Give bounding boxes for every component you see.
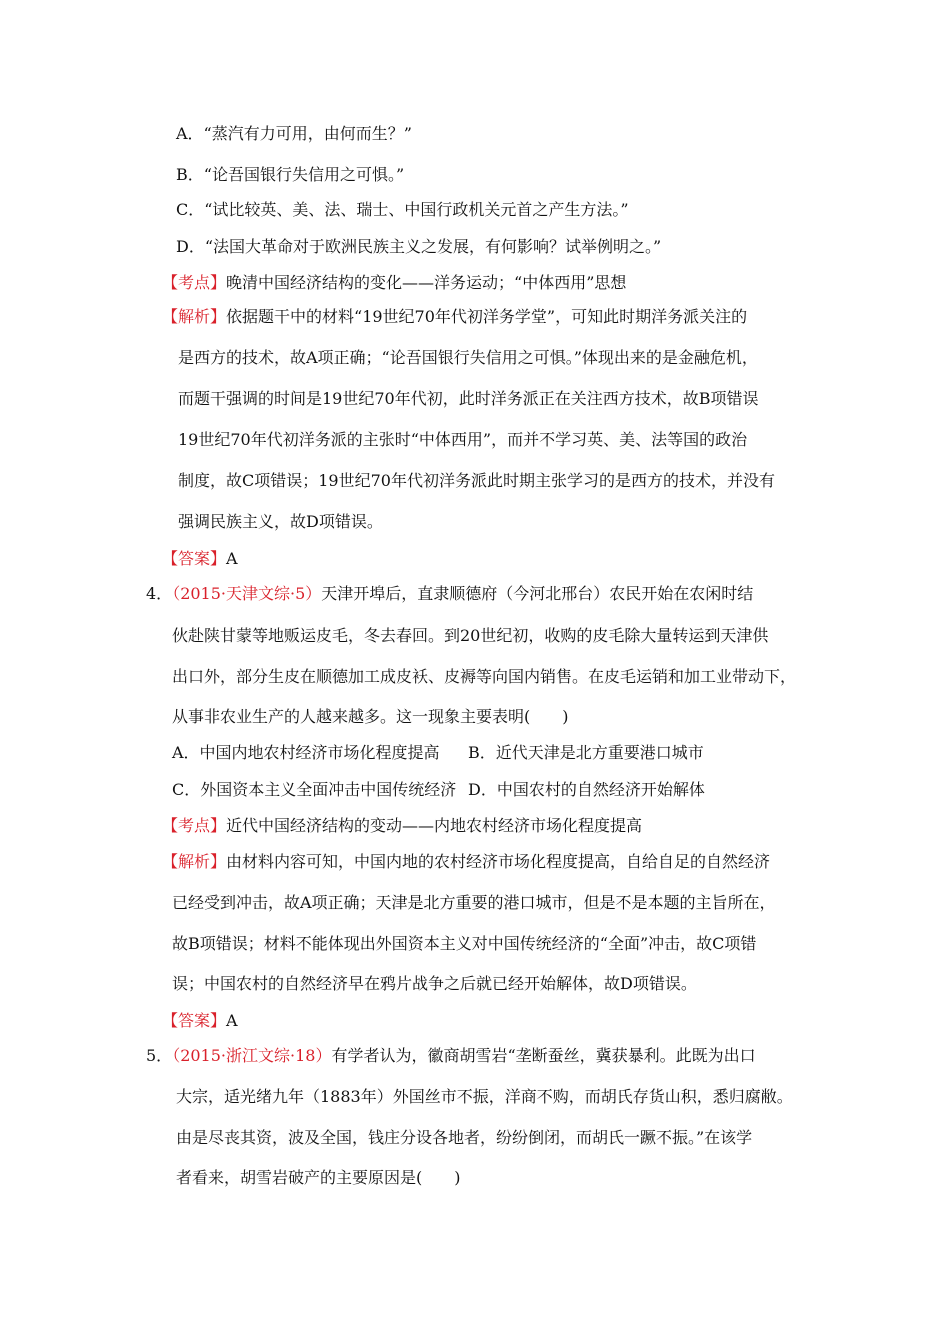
jiexi-tag: 【解析】 xyxy=(162,307,227,326)
kaodian-text: 晚清中国经济结构的变化——洋务运动；“中体西用”思想 xyxy=(226,273,627,292)
q3-daan xyxy=(162,548,238,570)
q3-jiexi-line: 是西方的技术，故A项正确；“论吾国银行失信用之可惧。”体现出来的是金融危机， xyxy=(178,348,758,367)
q5-stem-line: 大宗，适光绪九年（1883年）外国丝市不振，洋商不购，而胡氏存货山积，悉归腐敝。 xyxy=(176,1087,793,1106)
q3-option-d: D．“法国大革命对于欧洲民族主义之发展，有何影响？试举例明之。” xyxy=(176,237,662,256)
q4-kaodian xyxy=(162,815,642,837)
q4-option-c: C．外国资本主义全面冲击中国传统经济 xyxy=(172,780,457,799)
kaodian-tag: 【考点】 xyxy=(162,816,227,835)
jiexi-tag: 【解析】 xyxy=(162,852,227,871)
q5-stem-line xyxy=(146,1045,756,1067)
q3-option-a: A．“蒸汽有力可用，由何而生？” xyxy=(176,124,412,143)
q3-jiexi-line: 19世纪70年代初洋务派的主张时“中体西用”，而并不学习英、美、法等国的政治 xyxy=(178,430,748,449)
q5-number: 5． xyxy=(146,1046,173,1065)
q3-kaodian xyxy=(162,272,626,294)
q3-option-c: C．“试比较英、美、法、瑞士、中国行政机关元首之产生方法。” xyxy=(176,200,629,219)
q5-stem-text: 有学者认为，徽商胡雪岩“垄断蚕丝，冀获暴利。此既为出口 xyxy=(331,1046,756,1065)
q3-jiexi-line xyxy=(162,306,747,328)
q4-stem-line: 出口外，部分生皮在顺德加工成皮袄、皮褥等向国内销售。在皮毛运销和加工业带动下， xyxy=(172,667,797,686)
q4-stem-line xyxy=(146,583,753,605)
jiexi-text: 依据题干中的材料“19世纪70年代初洋务学堂”，可知此时期洋务派关注的 xyxy=(226,307,748,326)
q5-stem-line: 由是尽丧其资，波及全国，钱庄分设各地者，纷纷倒闭，而胡氏一蹶不振。”在该学 xyxy=(176,1128,753,1147)
q5-source: （2015·浙江文综·18） xyxy=(172,1046,332,1065)
q3-option-b: B．“论吾国银行失信用之可惧。” xyxy=(176,165,405,184)
q5-stem-line: 者看来，胡雪岩破产的主要原因是( ) xyxy=(176,1168,461,1187)
q4-number: 4． xyxy=(146,584,173,603)
q4-source: （2015·天津文综·5） xyxy=(172,584,322,603)
q3-jiexi-line: 强调民族主义，故D项错误。 xyxy=(178,512,383,531)
q4-option-a: A．中国内地农村经济市场化程度提高 xyxy=(172,743,440,762)
q4-stem-line: 伙赴陕甘蒙等地贩运皮毛，冬去春回。到20世纪初，收购的皮毛除大量转运到天津供 xyxy=(172,626,769,645)
kaodian-text: 近代中国经济结构的变动——内地农村经济市场化程度提高 xyxy=(226,816,643,835)
q4-daan xyxy=(162,1010,238,1032)
kaodian-tag: 【考点】 xyxy=(162,273,227,292)
q4-stem-line: 从事非农业生产的人越来越多。这一现象主要表明( ) xyxy=(172,707,569,726)
q3-jiexi-line: 制度，故C项错误；19世纪70年代初洋务派此时期主张学习的是西方的技术，并没有 xyxy=(178,471,775,490)
jiexi-text: 由材料内容可知，中国内地的农村经济市场化程度提高，自给自足的自然经济 xyxy=(226,852,771,871)
daan-tag: 【答案】 xyxy=(162,1011,227,1030)
daan-text: A xyxy=(226,1011,238,1030)
q4-jiexi-line xyxy=(162,851,770,873)
q4-option-d: D．中国农村的自然经济开始解体 xyxy=(468,780,705,799)
daan-tag: 【答案】 xyxy=(162,549,227,568)
q4-option-b: B．近代天津是北方重要港口城市 xyxy=(468,743,704,762)
q3-jiexi-line: 而题干强调的时间是19世纪70年代初，此时洋务派正在关注西方技术，故B项错误 xyxy=(178,389,759,408)
q4-jiexi-line: 误；中国农村的自然经济早在鸦片战争之后就已经开始解体，故D项错误。 xyxy=(172,974,697,993)
q4-stem-text: 天津开埠后，直隶顺德府（今河北邢台）农民开始在农闲时结 xyxy=(321,584,754,603)
daan-text: A xyxy=(226,549,238,568)
q4-jiexi-line: 故B项错误；材料不能体现出外国资本主义对中国传统经济的“全面”冲击，故C项错 xyxy=(172,934,757,953)
q4-jiexi-line: 已经受到冲击，故A项正确；天津是北方重要的港口城市，但是不是本题的主旨所在， xyxy=(172,893,776,912)
